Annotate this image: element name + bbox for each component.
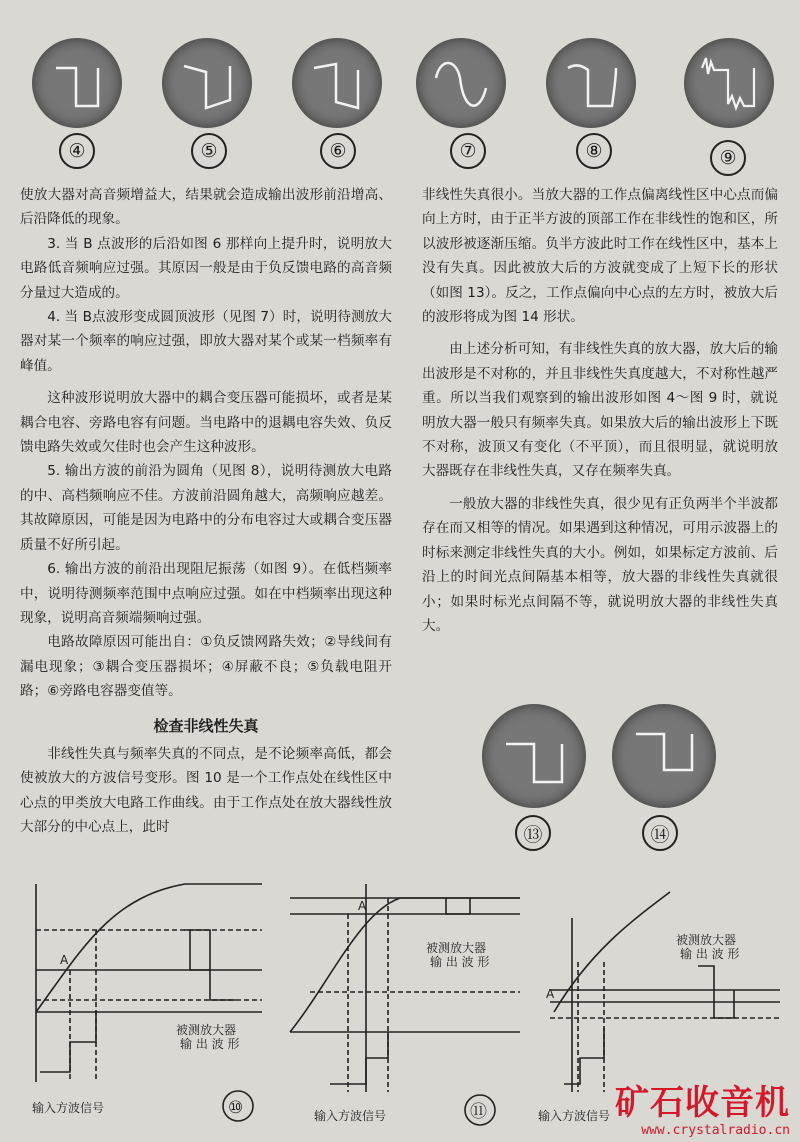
figure-number-14: ⑭ bbox=[642, 815, 678, 851]
paragraph: 非线性失真很小。当放大器的工作点偏离线性区中心点而偏向上方时，由于正半方波的顶部工作在非线性的饱和区，所以波形被逐渐压缩。负半方波此时工作在线性区中，基本上没有失真。因此被放大后的方波就变成了上短下长的形状（如图 13）。反之，工作点偏向中心点的左方时，被放大后的波形将成为图 14 形状。 bbox=[422, 187, 778, 326]
oscilloscope-figure-7 bbox=[416, 38, 506, 128]
transfer-curve-chart-11 bbox=[270, 862, 530, 1142]
oscilloscope-figure-5 bbox=[162, 38, 252, 128]
point-label: A bbox=[546, 987, 555, 1001]
site-url: www.crystalradio.cn bbox=[641, 1123, 790, 1138]
figure-number-7: ⑦ bbox=[450, 133, 486, 169]
right-text-column bbox=[422, 183, 778, 638]
figure-number-9: ⑨ bbox=[710, 140, 746, 176]
figure-number-4: ④ bbox=[59, 133, 95, 169]
point-label: A bbox=[60, 953, 69, 967]
output-label: 输 出 波 形 bbox=[430, 955, 490, 969]
input-label: 输入方波信号 bbox=[32, 1101, 105, 1115]
site-logo: 矿石收音机 bbox=[615, 1083, 790, 1123]
section-title: 检查非线性失真 bbox=[153, 716, 259, 735]
paragraph: 5. 输出方波的前沿为圆角（见图 8），说明待测放大电路的中、高档频响应不佳。方波前沿圆角越大，高频响应越差。其故障原因，可能是因为电路中的分布电容过大或耦合变压器质量不好所引起。 bbox=[20, 463, 392, 553]
paragraph: 由上述分析可知，有非线性失真的放大器，放大后的输出波形是不对称的，并且非线性失真度越大，不对称性越严重。所以当我们观察到的输出波形如图 4～图 9 时，就说明放大器一般只有频率失真。如果放大后的输出波形上下既不对称，波顶又有变化（不平顶），而且很明显，就说明放大器既存在非线性失真，又存在频率失真。 bbox=[422, 341, 778, 480]
paragraph: 非线性失真与频率失真的不同点，是不论频率高低，都会使被放大的方波信号变形。图 10 是一个工作点处在线性区中心点的甲类放大电路工作曲线。由于工作点处在放大器线性放大部分的中心点上，此时 bbox=[20, 745, 392, 836]
input-label: 输入方波信号 bbox=[538, 1109, 611, 1123]
oscilloscope-figure-13 bbox=[482, 704, 586, 808]
output-label: 输 出 波 形 bbox=[180, 1037, 240, 1051]
oscilloscope-figure-6 bbox=[292, 38, 382, 128]
output-label: 输 出 波 形 bbox=[680, 947, 740, 961]
figure-number-13: ⑬ bbox=[515, 815, 551, 851]
output-label: 被测放大器 bbox=[426, 941, 487, 955]
output-label: 被测放大器 bbox=[676, 933, 737, 947]
oscilloscope-figure-14 bbox=[612, 704, 716, 808]
figure-number-5: ⑤ bbox=[191, 133, 227, 169]
paragraph: 这种波形说明放大器中的耦合变压器可能损坏，或者是某耦合电容、旁路电容有问题。当电路中的退耦电容失效、负反馈电路失效或欠佳时也会产生这种波形。 bbox=[20, 390, 392, 456]
figure-number-8: ⑧ bbox=[576, 133, 612, 169]
oscilloscope-figure-9 bbox=[684, 38, 774, 128]
figure-number-10: ⑩ bbox=[228, 1098, 244, 1118]
transfer-curve-chart-10 bbox=[0, 862, 270, 1142]
figure-number-11: ⑪ bbox=[470, 1102, 487, 1122]
point-label: A bbox=[358, 899, 367, 913]
paragraph: 6. 输出方波的前沿出现阻尼振荡（如图 9）。在低档频率中，说明待测频率范围中点响应过强。如在中档频率出现这种现象，说明高音频端频响过强。 bbox=[20, 561, 392, 626]
figure-number-6: ⑥ bbox=[320, 133, 356, 169]
input-label: 输入方波信号 bbox=[314, 1109, 387, 1123]
paragraph: 电路故障原因可能出自：①负反馈网路失效；②导线间有漏电现象；③耦合变压器损坏；④屏蔽不良；⑤负载电阻开路；⑥旁路电容器变值等。 bbox=[20, 634, 392, 700]
paragraph: 一般放大器的非线性失真，很少见有正负两半个半波都存在而又相等的情况。如果遇到这种情况，可用示波器上的时标来测定非线性失真的大小。例如，如果标定方波前、后沿上的时间光点间隔基本相等，放大器的非线性失真就很小；如果时标光点间隔不等，就说明放大器的非线性失真大。 bbox=[422, 495, 778, 634]
paragraph: 使放大器对高音频增益大，结果就会造成输出波形前沿增高、后沿降低的现象。 bbox=[20, 187, 392, 228]
paragraph: 3. 当 B 点波形的后沿如图 6 那样向上提升时，说明放大电路低音频响应过强。其原因一般是由于负反馈电路的高音频分量过大造成的。 bbox=[20, 235, 392, 301]
output-label: 被测放大器 bbox=[176, 1023, 237, 1037]
left-text-column bbox=[20, 183, 392, 840]
oscilloscope-figure-4 bbox=[32, 38, 122, 128]
oscilloscope-figure-8 bbox=[546, 38, 636, 128]
paragraph: 4. 当 B点波形变成圆顶波形（见图 7）时，说明待测放大器对某一个频率的响应过强，即放大器对某个或某一档频率有峰值。 bbox=[20, 309, 392, 374]
